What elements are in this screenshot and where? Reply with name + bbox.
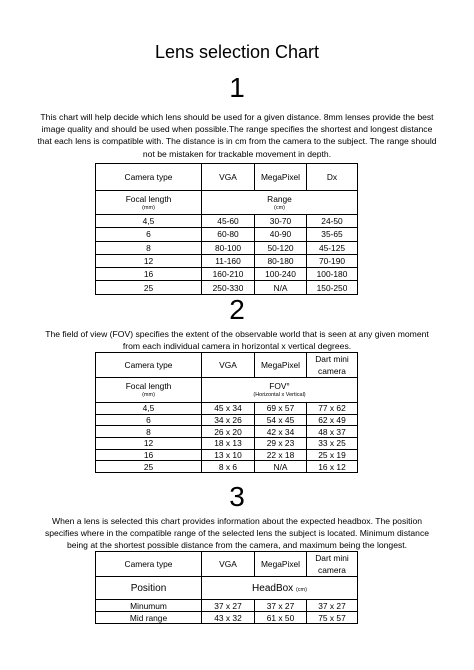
headbox-label	[202, 577, 358, 600]
range-label	[202, 191, 358, 215]
section-number-2: 2	[229, 294, 245, 325]
table-cell: 4,5	[96, 403, 202, 415]
table-cell: 16 x 12	[307, 461, 358, 473]
headbox-table	[95, 551, 358, 624]
table-row	[96, 461, 358, 473]
column-header: MegaPixel	[255, 552, 307, 577]
table-cell: 250-330	[202, 281, 255, 294]
table-cell: 100-240	[255, 268, 307, 281]
table-cell: 54 x 45	[255, 414, 307, 426]
span-label: Range	[267, 193, 292, 204]
column-header: Camera type	[96, 164, 202, 191]
table-cell: 8	[96, 241, 202, 254]
table-cell: 29 x 23	[255, 438, 307, 450]
table-row	[96, 600, 358, 612]
table-cell: 18 x 13	[202, 438, 255, 450]
position-label: Position	[96, 577, 202, 600]
table-cell: 25	[96, 281, 202, 294]
focal-length-label	[96, 378, 202, 403]
table-cell: 25	[96, 461, 202, 473]
column-header: Dart mini camera	[307, 552, 358, 577]
table-cell: 150-250	[307, 281, 358, 294]
table-cell: 43 x 32	[202, 612, 255, 624]
table-header-row	[96, 552, 358, 577]
column-header: Camera type	[96, 353, 202, 378]
table-cell: 34 x 26	[202, 414, 255, 426]
sub-label: Focal length	[125, 381, 172, 391]
table-cell: 62 x 49	[307, 414, 358, 426]
table-cell: 4,5	[96, 215, 202, 228]
column-header: Dx	[307, 164, 358, 191]
table-cell: 6	[96, 228, 202, 241]
table-cell: 24-50	[307, 215, 358, 228]
table-cell: 80-100	[202, 241, 255, 254]
table-cell: 33 x 25	[307, 438, 358, 450]
span-label: FOV°	[269, 381, 290, 391]
table-cell: 25 x 19	[307, 449, 358, 461]
table-cell: 16	[96, 449, 202, 461]
table-row	[96, 438, 358, 450]
table-cell: 26 x 20	[202, 426, 255, 438]
table-row	[96, 281, 358, 294]
table-cell: 22 x 18	[255, 449, 307, 461]
table-cell: 8 x 6	[202, 461, 255, 473]
column-header: Dart mini camera	[307, 353, 358, 378]
table-cell: N/A	[255, 461, 307, 473]
section-2-description: The field of view (FOV) specifies the extent of the observable world that is seen at any given moment from each individual camera in horizontal x vertical degrees.	[45, 329, 429, 352]
range-table	[95, 163, 358, 295]
table-cell: 42 x 34	[255, 426, 307, 438]
table-cell: 12	[96, 438, 202, 450]
table-cell: 13 x 10	[202, 449, 255, 461]
table-header-row	[96, 353, 358, 378]
table-cell: 61 x 50	[255, 612, 307, 624]
fov-label	[202, 378, 358, 403]
table-cell: 160-210	[202, 268, 255, 281]
table-cell: 35-65	[307, 228, 358, 241]
table-cell: 60-80	[202, 228, 255, 241]
table-header-row	[96, 164, 358, 191]
table-row	[96, 426, 358, 438]
table-cell: 37 x 27	[202, 600, 255, 612]
table-cell: 69 x 57	[255, 403, 307, 415]
table-cell: 45-60	[202, 215, 255, 228]
span-label: HeadBox	[252, 582, 294, 594]
table-subheader-row	[96, 191, 358, 215]
table-cell: 77 x 62	[307, 403, 358, 415]
table-cell: 40-90	[255, 228, 307, 241]
column-header: Camera type	[96, 552, 202, 577]
table-cell: 8	[96, 426, 202, 438]
sub-unit: (mm)	[142, 392, 155, 398]
column-header: MegaPixel	[255, 164, 307, 191]
column-header: VGA	[202, 552, 255, 577]
table-cell: 48 x 37	[307, 426, 358, 438]
column-header: MegaPixel	[255, 353, 307, 378]
table-cell: 37 x 27	[255, 600, 307, 612]
table-cell: 45 x 34	[202, 403, 255, 415]
table-cell: N/A	[255, 281, 307, 294]
table-row	[96, 228, 358, 241]
focal-length-label	[96, 191, 202, 215]
table-cell: 70-190	[307, 254, 358, 267]
table-cell: 45-125	[307, 241, 358, 254]
table-row	[96, 449, 358, 461]
table-cell: 75 x 57	[307, 612, 358, 624]
fov-table	[95, 352, 358, 473]
section-number-1: 1	[229, 72, 245, 103]
page-title: Lens selection Chart	[154, 42, 320, 62]
table-row	[96, 241, 358, 254]
column-header: VGA	[202, 164, 255, 191]
table-cell: Minumum	[96, 600, 202, 612]
table-cell: 16	[96, 268, 202, 281]
table-cell: 6	[96, 414, 202, 426]
section-1-description: This chart will help decide which lens should be used for a given distance. 8mm lenses provide the best image quality and should be used when possible.The range specifies the shortest and longest distance that each lens is compatible with. The distance is in cm from the camera to the subject. The range should not be mistaken for trackable movement in depth.	[37, 112, 437, 159]
table-row	[96, 268, 358, 281]
sub-label: Focal length	[125, 193, 172, 204]
table-row	[96, 612, 358, 624]
table-row	[96, 254, 358, 267]
section-3-description: When a lens is selected this chart provides information about the expected headbox. The position specifies where in the compatible range of the selected lens the subject is located. Minimum distance being at the shortest possible distance from the camera, and maximum being the longest.	[44, 516, 430, 551]
column-header: VGA	[202, 353, 255, 378]
span-unit: (cm)	[274, 204, 285, 211]
table-cell: 100-180	[307, 268, 358, 281]
sub-unit: (mm)	[142, 204, 155, 211]
table-cell: 30-70	[255, 215, 307, 228]
table-cell: 50-120	[255, 241, 307, 254]
table-row	[96, 215, 358, 228]
table-cell: 80-180	[255, 254, 307, 267]
table-cell: 11-160	[202, 254, 255, 267]
section-number-3: 3	[229, 481, 245, 512]
table-subheader-row	[96, 577, 358, 600]
table-row	[96, 403, 358, 415]
table-subheader-row	[96, 378, 358, 403]
table-cell: 37 x 27	[307, 600, 358, 612]
table-row	[96, 414, 358, 426]
span-unit: (cm)	[295, 586, 307, 593]
span-unit: (Horizontal x Vertical)	[253, 392, 306, 398]
table-cell: 12	[96, 254, 202, 267]
table-cell: Mid range	[96, 612, 202, 624]
